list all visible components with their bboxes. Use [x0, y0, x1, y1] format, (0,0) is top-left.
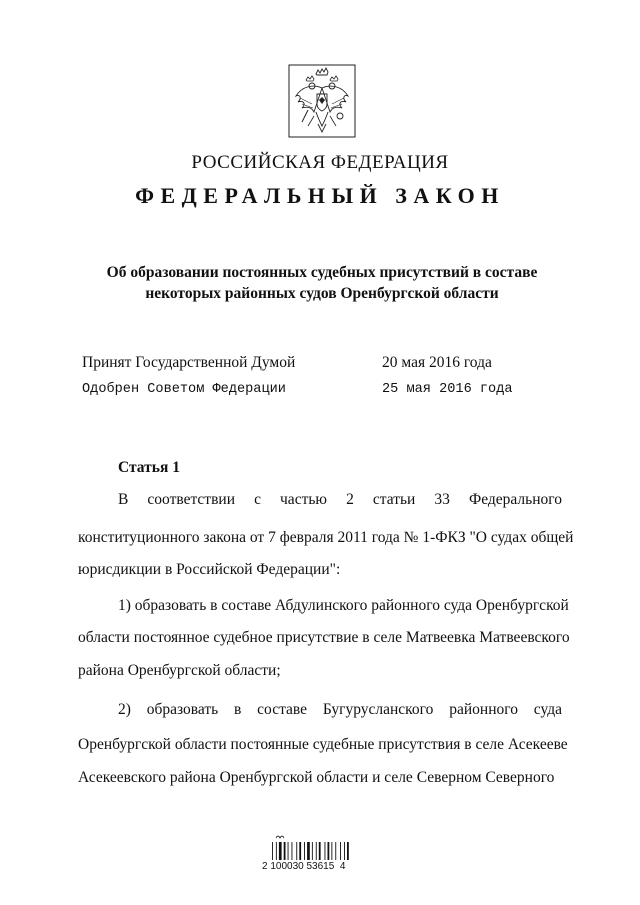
- barcode-digits: 2 100030 53615 4: [262, 861, 346, 872]
- barcode-bar: [331, 842, 332, 860]
- word: образовать: [146, 701, 219, 718]
- council-approval-label: Одобрен Советом Федерации: [82, 382, 286, 397]
- article-heading: Статья 1: [118, 459, 180, 476]
- barcode-bar: [279, 842, 282, 860]
- word: 33: [434, 491, 450, 508]
- article-item-1-line-1: 1) образовать в составе Абдулинского районного суда Оренбургской: [118, 597, 569, 614]
- law-subject-line-2: некоторых районных судов Оренбургской области: [145, 285, 499, 302]
- barcode-bar: [328, 842, 330, 860]
- duma-adoption-date: 20 мая 2016 года: [382, 354, 492, 371]
- article-item-2-line-2: Оренбургской области постоянные судебные присутствия в селе Асекееве: [78, 736, 568, 753]
- barcode-bar: [307, 842, 310, 860]
- barcode-bar: [312, 842, 313, 860]
- law-subject: [80, 262, 564, 304]
- council-approval-date: 25 мая 2016 года: [382, 382, 513, 397]
- barcode-bar: [304, 842, 305, 860]
- word: статьи: [372, 491, 416, 508]
- word: составе: [257, 701, 308, 718]
- barcode-bar: [299, 842, 301, 860]
- country-name: РОССИЙСКАЯ ФЕДЕРАЦИЯ: [191, 152, 449, 173]
- article-item-2-line-3: Асекеевского района Оренбургской области и селе Северном Северного: [78, 769, 555, 786]
- word: районного: [449, 701, 518, 718]
- article-paragraph-1-line-2: конституционного закона от 7 февраля 2011 года № 1-ФКЗ "О судах общей: [78, 529, 574, 546]
- word: Бугурусланского: [322, 701, 434, 718]
- barcode-bar: [284, 842, 286, 860]
- word: 2): [118, 701, 131, 718]
- barcode-bar: [347, 842, 349, 860]
- barcode-bar: [344, 842, 345, 860]
- word: соответствии: [147, 491, 235, 508]
- word: суда: [533, 701, 562, 718]
- law-subject-line-1: Об образовании постоянных судебных присутствий в составе: [106, 264, 538, 281]
- barcode-bar: [340, 842, 341, 860]
- barcode-bar: [272, 842, 273, 860]
- barcode-bar: [325, 842, 326, 860]
- article-item-1-line-3: района Оренбургской области;: [78, 662, 281, 679]
- word: Федерального: [468, 491, 562, 508]
- barcode-bar: [335, 842, 336, 860]
- barcode-bar: [292, 842, 293, 860]
- barcode-bar: [276, 842, 277, 860]
- barcode-bar: [296, 842, 297, 860]
- word: 2: [346, 491, 354, 508]
- word: в: [234, 701, 242, 718]
- article-paragraph-1-line-3: юрисдикции в Российской Федерации":: [78, 561, 341, 578]
- word: В: [118, 491, 129, 508]
- article-item-2-line-1: [78, 700, 562, 720]
- barcode-bar: [316, 842, 317, 860]
- article-paragraph-1-line-1: [78, 490, 562, 510]
- word: с: [254, 491, 261, 508]
- coat-of-arms-icon: [288, 64, 356, 138]
- barcode-bar: [319, 842, 321, 860]
- barcode-icon: [268, 832, 358, 884]
- council-approval-row: [82, 382, 562, 397]
- word: частью: [280, 491, 327, 508]
- law-type-title: ФЕДЕРАЛЬНЫЙ ЗАКОН: [135, 183, 505, 208]
- duma-adoption-label: Принят Государственной Думой: [82, 354, 296, 371]
- article-item-1-line-2: области постоянное судебное присутствие в селе Матвеевка Матвеевского: [78, 629, 570, 646]
- barcode-bar: [288, 842, 289, 860]
- duma-adoption-row: [82, 354, 562, 372]
